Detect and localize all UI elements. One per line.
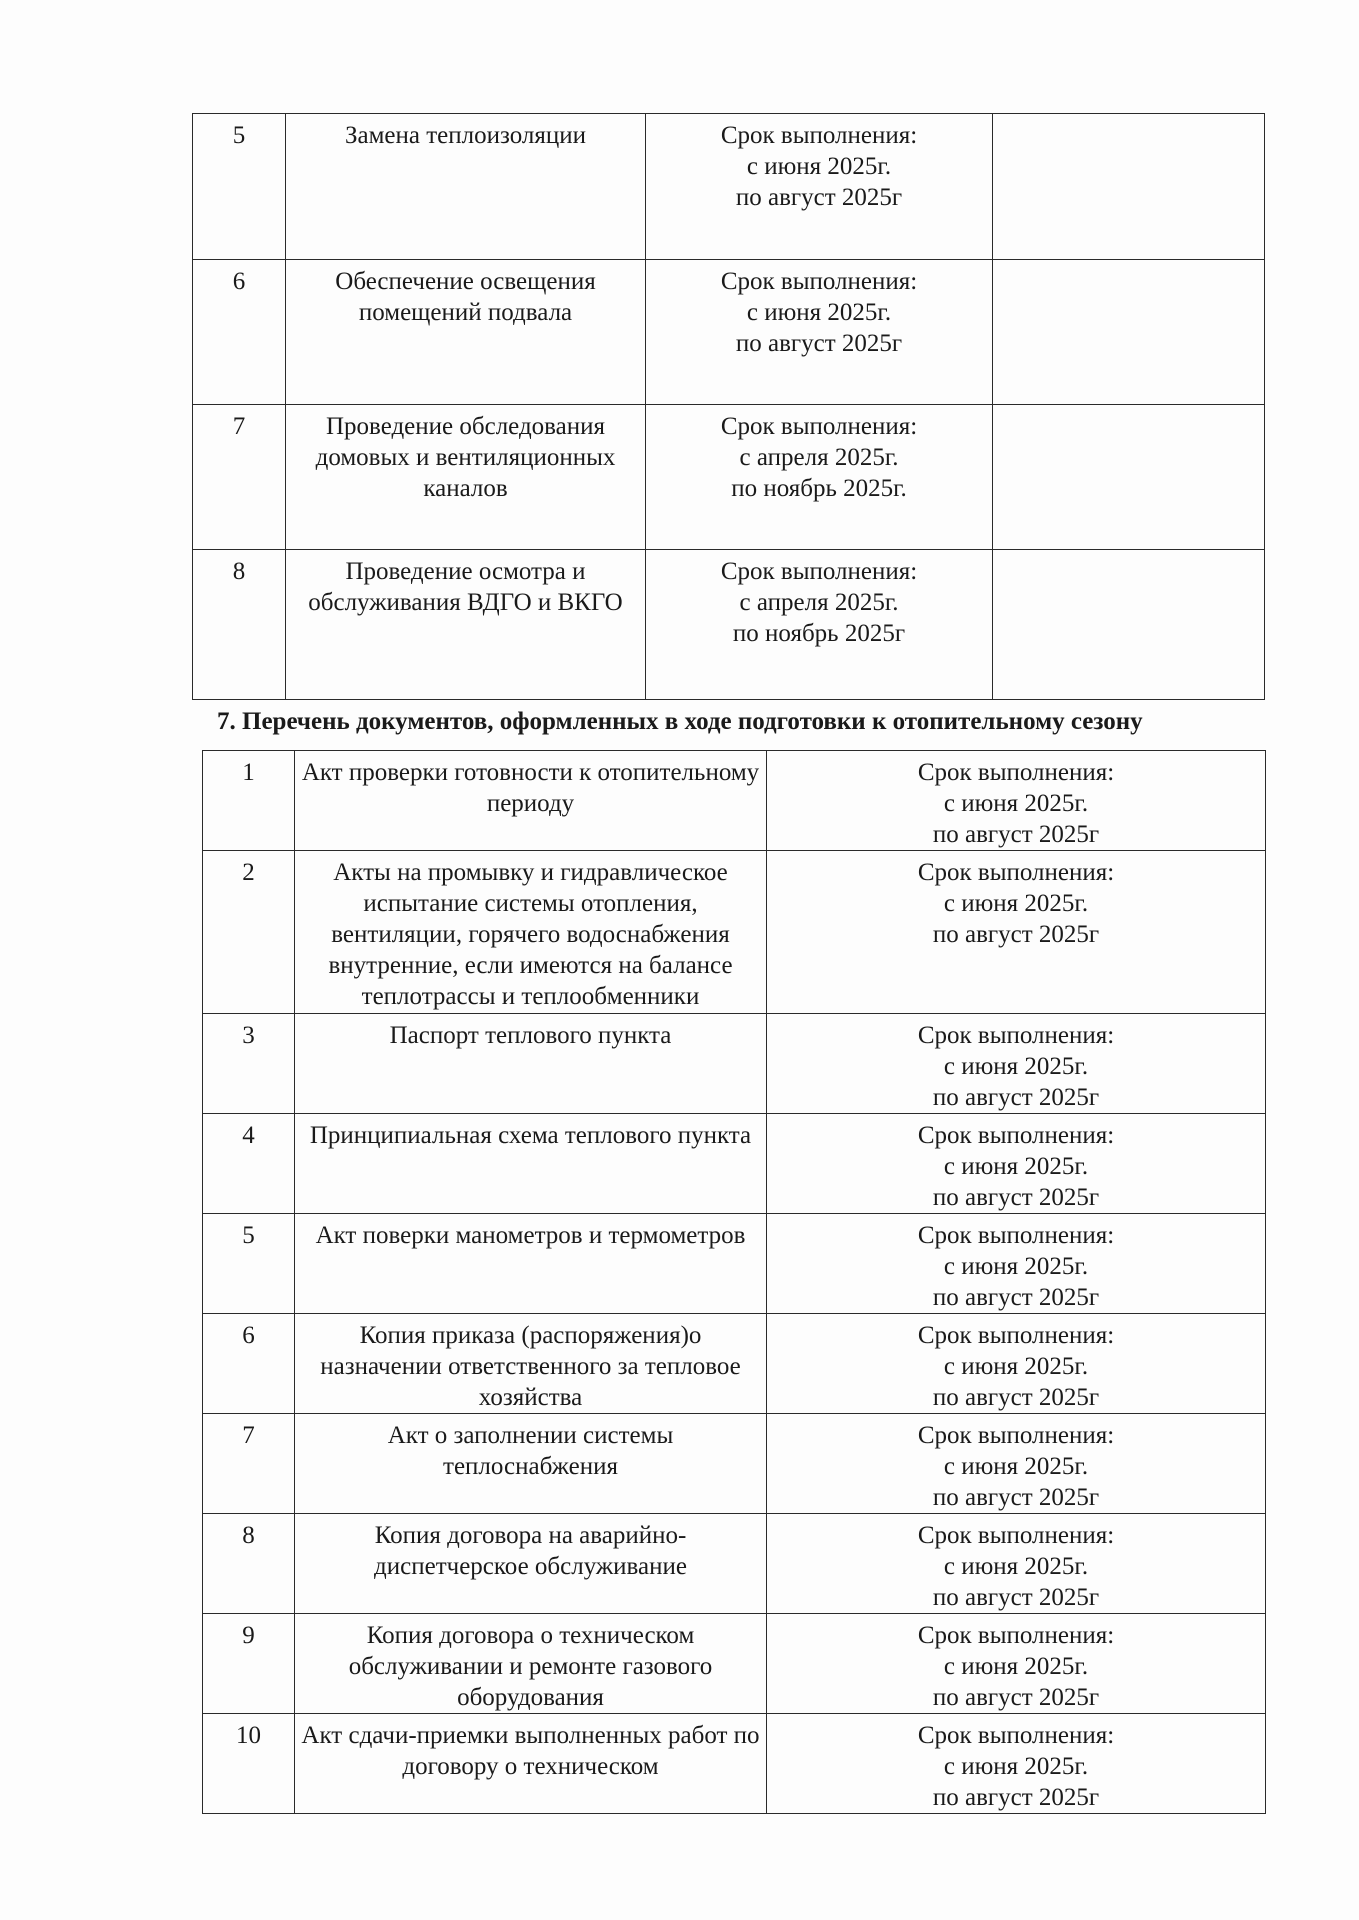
row-number: 7 [193, 405, 286, 550]
table-row [203, 1414, 1266, 1514]
table-row [193, 260, 1265, 405]
section-heading: 7. Перечень документов, оформленных в ходе подготовки к отопительному сезону [217, 708, 1143, 735]
row-number: 5 [193, 114, 286, 260]
deadline-cell: Срок выполнения: с июня 2025г. по август 2025г [767, 851, 1266, 1014]
table-row [193, 114, 1265, 260]
deadline-cell: Срок выполнения: с июня 2025г. по август 2025г [767, 1214, 1266, 1314]
table-row [203, 1114, 1266, 1214]
table-row [203, 1514, 1266, 1614]
document-title: Копия договора о техническом обслуживании и ремонте газового оборудования [295, 1614, 767, 1714]
work-title: Замена теплоизоляции [286, 114, 646, 260]
row-number: 5 [203, 1214, 295, 1314]
deadline-cell: Срок выполнения: с апреля 2025г. по ноябрь 2025г. [646, 405, 993, 550]
deadline-cell: Срок выполнения: с июня 2025г. по август 2025г [646, 260, 993, 405]
deadline-cell: Срок выполнения: с июня 2025г. по август 2025г [767, 1114, 1266, 1214]
document-title: Акт сдачи-приемки выполненных работ по договору о техническом [295, 1714, 767, 1814]
table-row [203, 1714, 1266, 1814]
row-number: 8 [203, 1514, 295, 1614]
deadline-cell: Срок выполнения: с июня 2025г. по август 2025г [646, 114, 993, 260]
table-row [193, 550, 1265, 700]
document-title: Акт проверки готовности к отопительному периоду [295, 751, 767, 851]
deadline-cell: Срок выполнения: с июня 2025г. по август 2025г [767, 1614, 1266, 1714]
note-cell [993, 550, 1265, 700]
deadline-cell: Срок выполнения: с июня 2025г. по август 2025г [767, 1014, 1266, 1114]
row-number: 10 [203, 1714, 295, 1814]
table-row [193, 405, 1265, 550]
document-title: Копия договора на аварийно-диспетчерское обслуживание [295, 1514, 767, 1614]
table-row [203, 1014, 1266, 1114]
table-row [203, 1614, 1266, 1714]
document-title: Акт о заполнении системы теплоснабжения [295, 1414, 767, 1514]
document-title: Принципиальная схема теплового пункта [295, 1114, 767, 1214]
table-row [203, 851, 1266, 1014]
table-row [203, 1314, 1266, 1414]
table-row [203, 1214, 1266, 1314]
row-number: 6 [193, 260, 286, 405]
note-cell [993, 405, 1265, 550]
document-title: Акт поверки манометров и термометров [295, 1214, 767, 1314]
document-title: Акты на промывку и гидравлическое испытание системы отопления, вентиляции, горячего водоснабжения внутренние, если имеются на балансе теплотрассы и теплообменники [295, 851, 767, 1014]
deadline-cell: Срок выполнения: с июня 2025г. по август 2025г [767, 1414, 1266, 1514]
row-number: 7 [203, 1414, 295, 1514]
row-number: 9 [203, 1614, 295, 1714]
deadline-cell: Срок выполнения: с июня 2025г. по август 2025г [767, 1714, 1266, 1814]
deadline-cell: Срок выполнения: с июня 2025г. по август 2025г [767, 1314, 1266, 1414]
note-cell [993, 114, 1265, 260]
work-title: Проведение обследования домовых и вентиляционных каналов [286, 405, 646, 550]
deadline-cell: Срок выполнения: с июня 2025г. по август 2025г [767, 1514, 1266, 1614]
deadline-cell: Срок выполнения: с апреля 2025г. по ноябрь 2025г [646, 550, 993, 700]
works-table [192, 113, 1265, 700]
table-row [203, 751, 1266, 851]
deadline-cell: Срок выполнения: с июня 2025г. по август 2025г [767, 751, 1266, 851]
row-number: 4 [203, 1114, 295, 1214]
row-number: 6 [203, 1314, 295, 1414]
document-title: Копия приказа (распоряжения)о назначении ответственного за тепловое хозяйства [295, 1314, 767, 1414]
documents-table [202, 750, 1266, 1814]
work-title: Обеспечение освещения помещений подвала [286, 260, 646, 405]
row-number: 1 [203, 751, 295, 851]
work-title: Проведение осмотра и обслуживания ВДГО и ВКГО [286, 550, 646, 700]
row-number: 3 [203, 1014, 295, 1114]
document-title: Паспорт теплового пункта [295, 1014, 767, 1114]
row-number: 8 [193, 550, 286, 700]
note-cell [993, 260, 1265, 405]
row-number: 2 [203, 851, 295, 1014]
